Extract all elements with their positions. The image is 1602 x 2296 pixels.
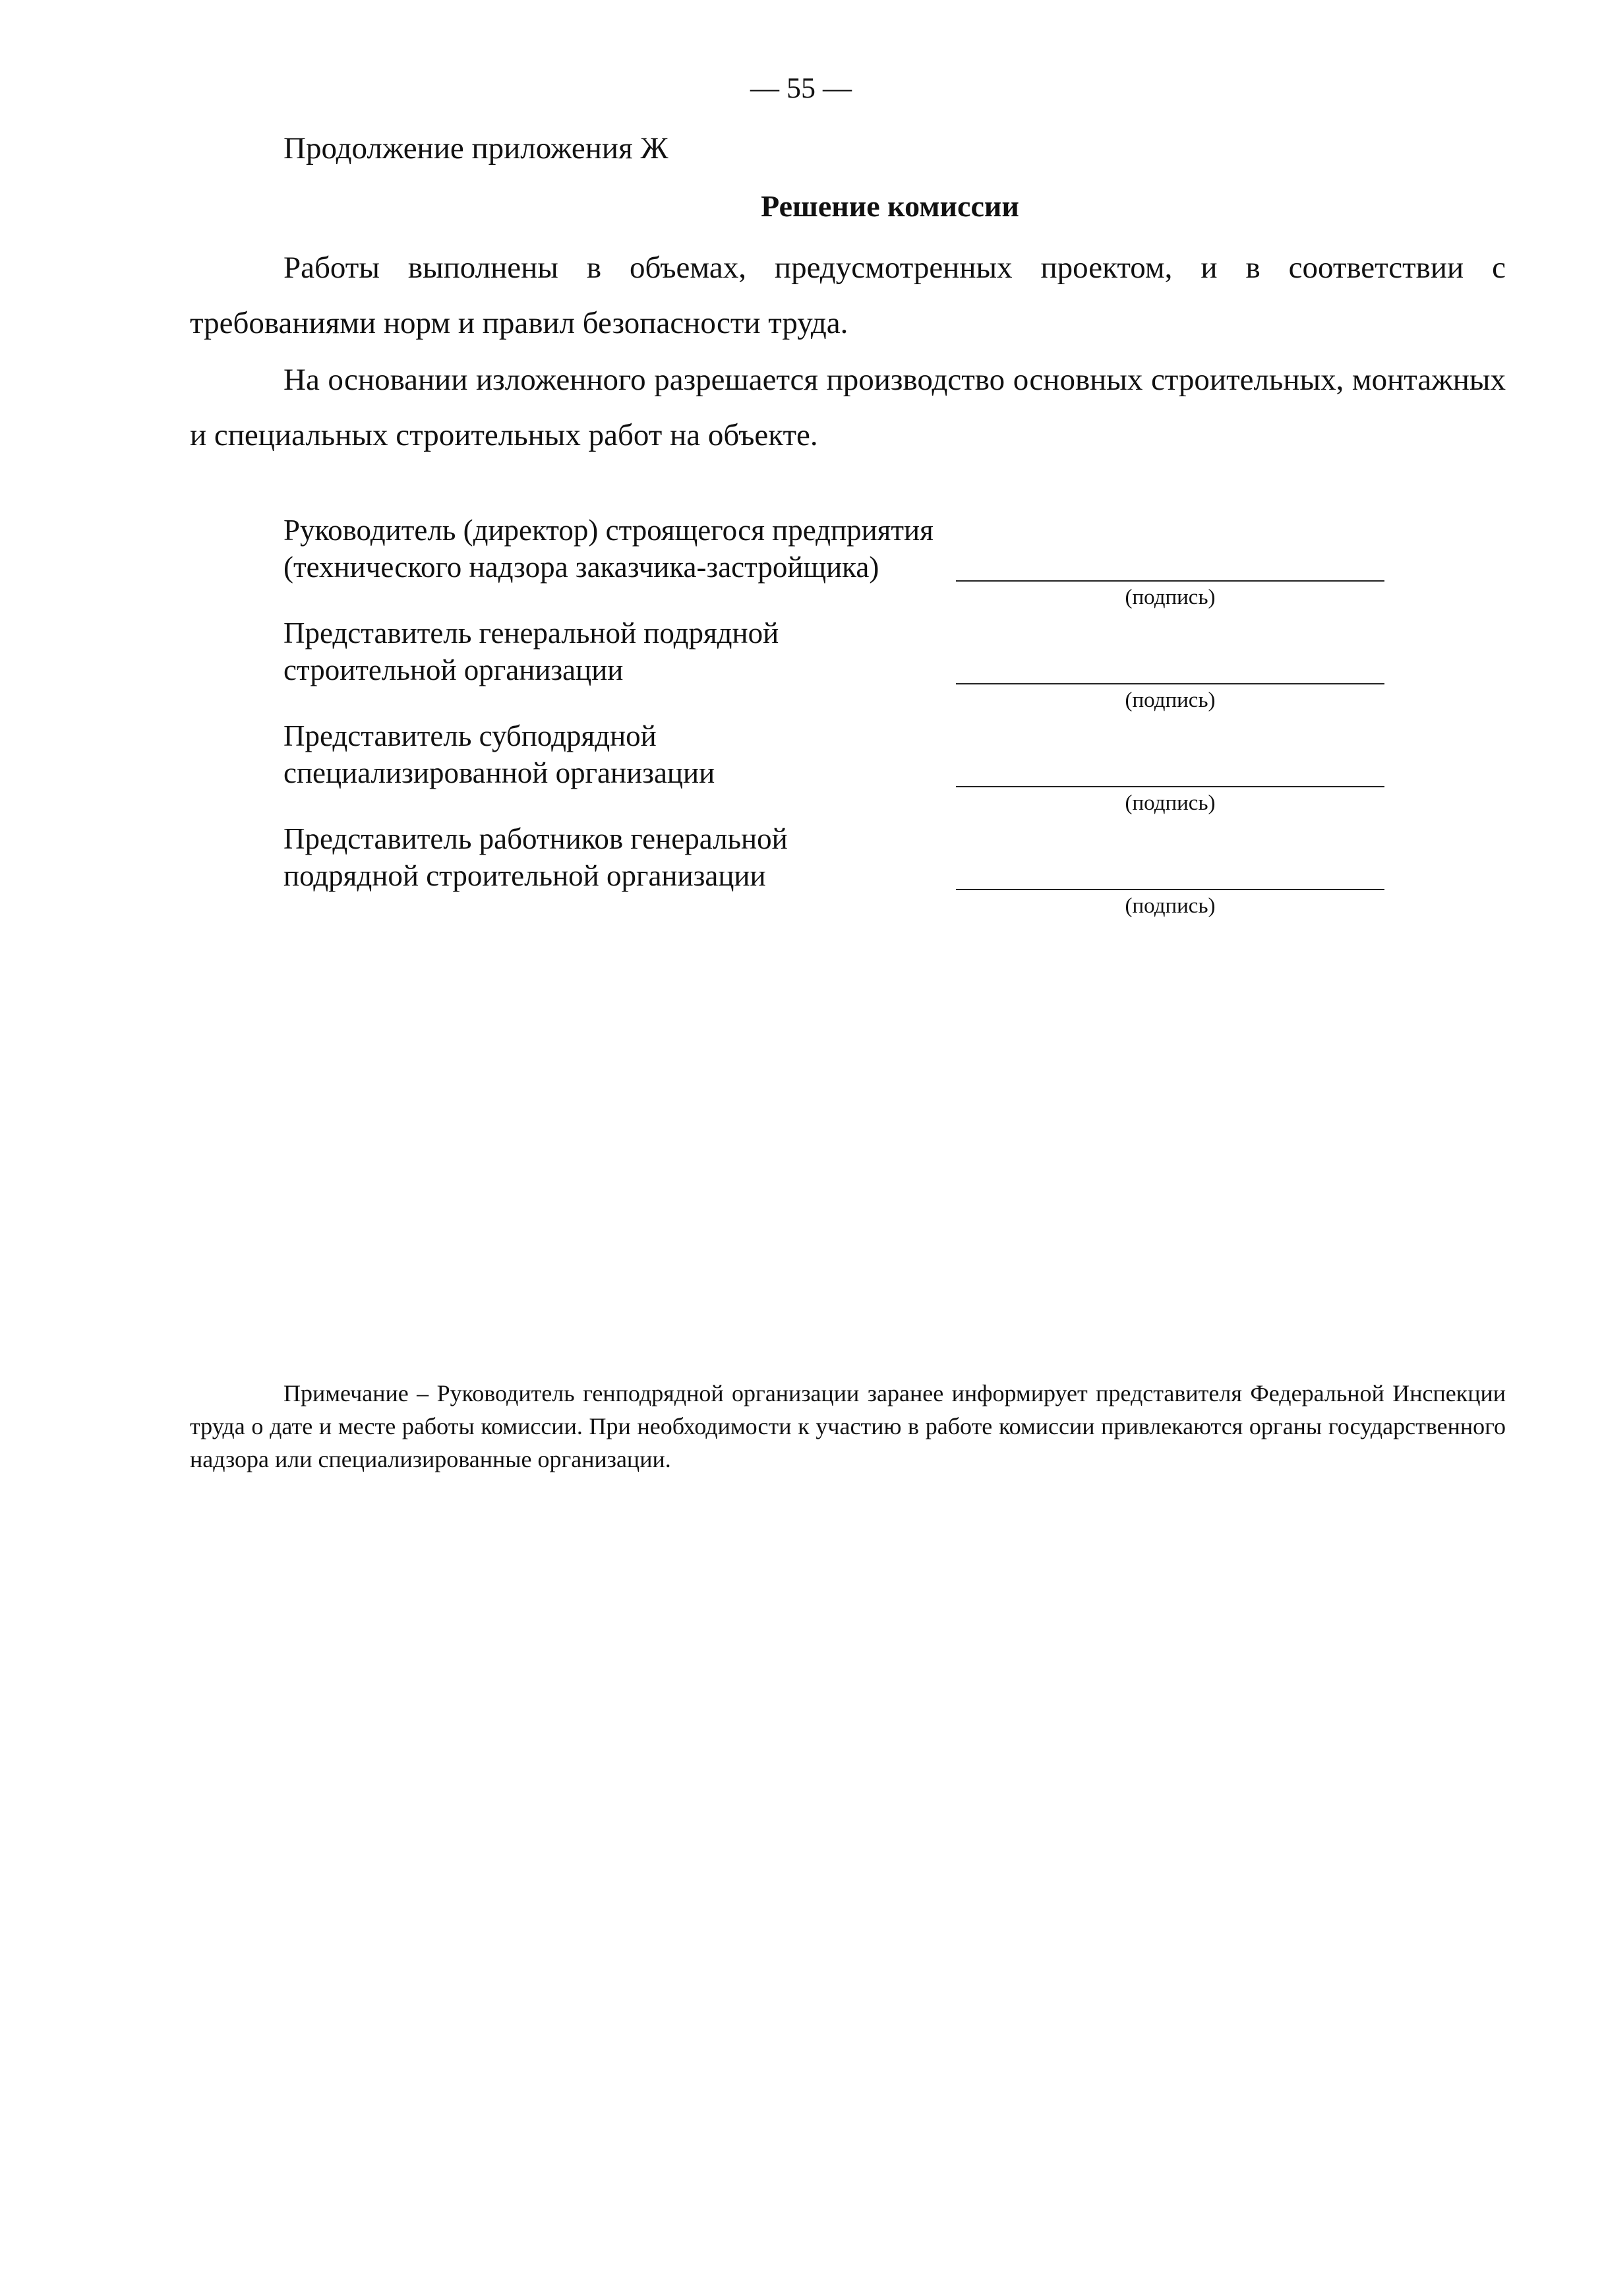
signature-line[interactable]: [956, 889, 1384, 890]
signature-label-line2: (технического надзора заказчика-застройщика): [283, 551, 879, 584]
signature-label-line1: Представитель работников генеральной: [283, 822, 788, 855]
signature-caption: (подпись): [1125, 688, 1216, 712]
decision-title: Решение комиссии: [761, 189, 1019, 223]
signature-label-line2: подрядной строительной организации: [283, 859, 766, 892]
signature-label-line1: Представитель субподрядной: [283, 719, 657, 752]
signature-line[interactable]: [956, 683, 1384, 684]
signature-label: [283, 512, 956, 586]
signature-label-line1: Руководитель (директор) строящегося предприятия: [283, 514, 934, 547]
signature-label: [283, 820, 956, 894]
note: Примечание – Руководитель генподрядной организации заранее информирует представителя Федеральной Инспекции труда о дате и месте работы комиссии. При необходимости к участию в работе комиссии привлекаются органы государственного надзора или специализированные организации.: [190, 1380, 1506, 1472]
signature-line[interactable]: [956, 786, 1384, 787]
signature-label-line1: Представитель генеральной подрядной: [283, 617, 779, 650]
paragraph-permission: На основании изложенного разрешается производство основных строительных, монтажных и специальных строительных работ на объекте.: [190, 363, 1506, 452]
signature-caption: (подпись): [1125, 894, 1216, 918]
signature-line[interactable]: [956, 580, 1384, 582]
paragraph-works-completed: Работы выполнены в объемах, предусмотренных проектом, и в соответствии с требованиями норм и правил безопасности труда.: [190, 251, 1506, 340]
signature-label-line2: строительной организации: [283, 653, 624, 686]
signature-caption: (подпись): [1125, 791, 1216, 815]
appendix-continuation: Продолжение приложения Ж: [283, 131, 668, 166]
signature-label-line2: специализированной организации: [283, 756, 715, 789]
page-number: — 55 —: [750, 72, 852, 104]
signature-label: [283, 615, 956, 688]
signature-label: [283, 717, 956, 791]
signature-caption: (подпись): [1125, 586, 1216, 609]
